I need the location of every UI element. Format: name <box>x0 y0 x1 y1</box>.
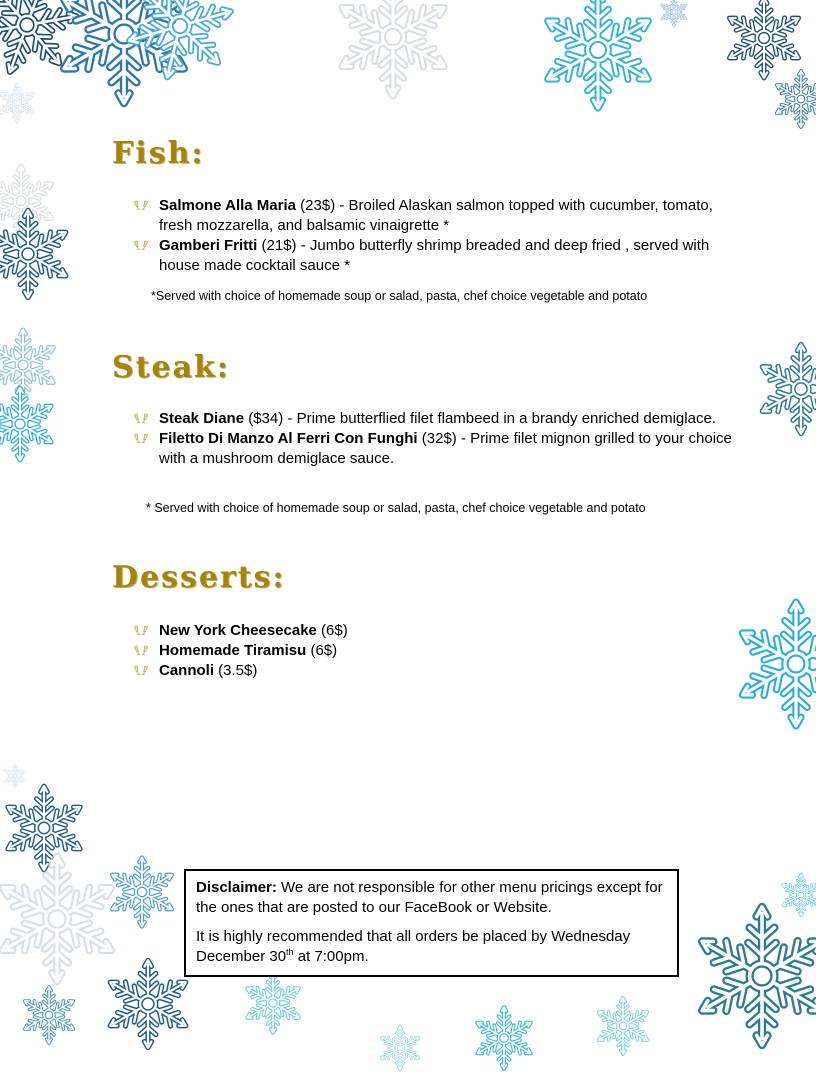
disclaimer-label: Disclaimer: <box>196 879 277 896</box>
dish-name: Cannoli <box>159 662 214 679</box>
dish-name: New York Cheesecake <box>159 622 317 639</box>
steak-section-note: * Served with choice of homemade soup or salad, pasta, chef choice vegetable and potato <box>146 501 646 515</box>
cheers-glasses-icon <box>134 409 159 424</box>
menu-item-text <box>159 409 716 429</box>
dish-name: Homemade Tiramisu <box>159 642 307 659</box>
dish-description: (6$) <box>310 642 338 659</box>
disclaimer-text: It is highly recommended that all orders be placed by Wednesday December 30 <box>196 928 631 965</box>
disclaimer-paragraph-1 <box>196 878 667 918</box>
fish-menu-list <box>134 196 746 276</box>
section-heading-steak: Steak: <box>112 350 230 385</box>
dish-name: Filetto Di Manzo Al Ferri Con Funghi <box>159 430 418 447</box>
fish-section-note: *Served with choice of homemade soup or salad, pasta, chef choice vegetable and potato <box>151 289 648 303</box>
menu-item-text <box>159 196 745 236</box>
disclaimer-paragraph-2 <box>196 927 667 967</box>
dish-name: Salmone Alla Maria <box>159 197 296 214</box>
ordinal-suffix: th <box>286 947 294 957</box>
dish-name: Steak Diane <box>159 410 245 427</box>
steak-menu-list <box>134 409 746 469</box>
cheers-glasses-icon <box>134 641 159 656</box>
dish-name: Gamberi Fritti <box>159 237 258 254</box>
menu-item-cheesecake <box>134 621 746 641</box>
desserts-menu-list <box>134 621 746 681</box>
disclaimer-text: We are not responsible for other menu pricings except for the ones that are posted to our FaceBook or Website. <box>196 879 663 916</box>
dish-description: (3.5$) <box>218 662 258 679</box>
menu-item-cannoli <box>134 661 746 681</box>
menu-item-text <box>159 236 745 276</box>
cheers-glasses-icon <box>134 236 159 251</box>
menu-item-text <box>159 621 348 641</box>
disclaimer-box <box>184 869 679 977</box>
menu-item-tiramisu <box>134 641 746 661</box>
disclaimer-text: at 7:00pm. <box>293 948 369 965</box>
menu-item-text <box>159 641 337 661</box>
dish-description: (21$) - Jumbo butterfly shrimp breaded and deep fried , served with house made cocktail sauce * <box>159 237 710 274</box>
section-heading-desserts: Desserts: <box>112 560 286 595</box>
cheers-glasses-icon <box>134 661 159 676</box>
section-heading-fish: Fish: <box>112 136 205 171</box>
menu-item-text <box>159 429 745 469</box>
dish-description: (6$) <box>321 622 348 639</box>
menu-item-filetto <box>134 429 746 469</box>
cheers-glasses-icon <box>134 621 159 636</box>
dish-description: (23$) - Broiled Alaskan salmon topped with cucumber, tomato, fresh mozzarella, and balsamic vinaigrette * <box>159 197 713 234</box>
menu-item-steak-diane <box>134 409 746 429</box>
cheers-glasses-icon <box>134 429 159 444</box>
dish-description: (32$) - Prime filet mignon grilled to your choice with a mushroom demiglace sauce. <box>159 430 732 467</box>
menu-item-gamberi <box>134 236 746 276</box>
dish-description: ($34) - Prime butterflied filet flambeed in a brandy enriched demiglace. <box>248 410 716 427</box>
menu-item-salmone <box>134 196 746 236</box>
cheers-glasses-icon <box>134 196 159 211</box>
menu-item-text <box>159 661 257 681</box>
